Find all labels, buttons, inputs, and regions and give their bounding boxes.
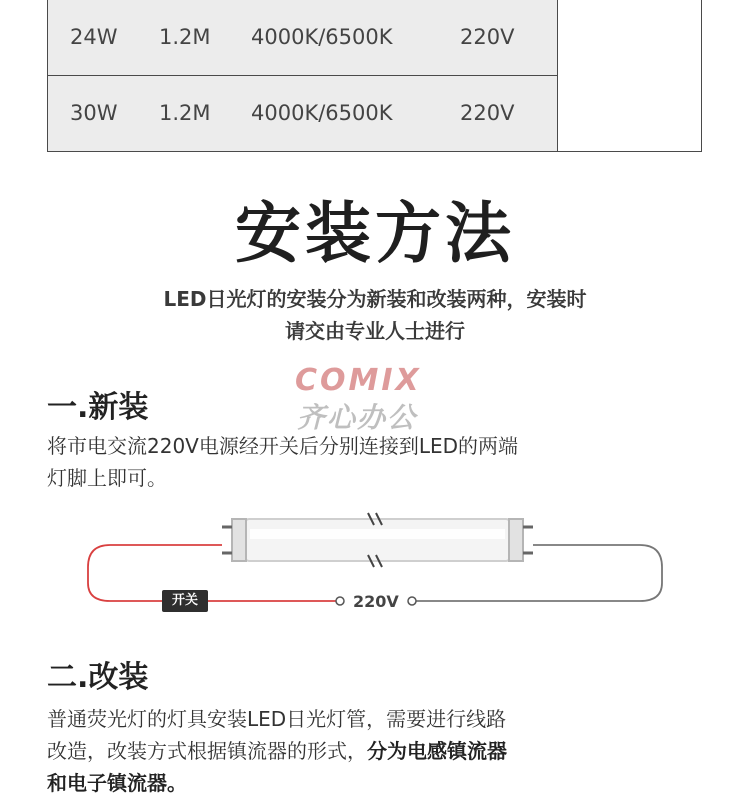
watermark-logo (295, 363, 465, 433)
section-new-line-2: 灯脚上即可。 (47, 466, 167, 490)
section-retrofit-text (47, 703, 667, 799)
section-new-heading: 一.新装 (47, 390, 149, 425)
watermark-subtitle: 齐心办公 (297, 401, 418, 434)
cell-power: 30W (70, 101, 118, 125)
section-retrofit-line-3 (47, 767, 667, 799)
intro-text (0, 283, 750, 347)
tube-end-cap-right (509, 519, 523, 561)
cell-color-temp: 4000K/6500K (251, 101, 393, 125)
section-retrofit-line-2 (47, 735, 667, 767)
retrofit-line-2-bold: 分为电感镇流器 (367, 739, 507, 763)
section-retrofit-heading: 二.改装 (47, 660, 149, 695)
cell-length: 1.2M (159, 25, 211, 49)
cell-voltage: 220V (460, 101, 515, 125)
voltage-label: 220V (353, 592, 399, 611)
intro-line-1: LED日光灯的安装分为新装和改装两种，安装时 (163, 287, 587, 311)
spec-table-rows (48, 0, 558, 151)
cell-power: 24W (70, 25, 118, 49)
page-title: 安装方法 (235, 195, 515, 272)
cell-length: 1.2M (159, 101, 211, 125)
terminal-left (336, 597, 344, 605)
retrofit-line-2-plain: 改造，改装方式根据镇流器的形式， (47, 739, 367, 763)
tube-inner-highlight (250, 529, 505, 539)
intro-line-2: 请交由专业人士进行 (285, 319, 465, 343)
retrofit-line-3-bold: 和电子镇流器。 (47, 771, 187, 795)
cell-voltage: 220V (460, 25, 515, 49)
table-row (48, 76, 557, 150)
section-retrofit-line-1: 普通荧光灯的灯具安装LED日光灯管，需要进行线路 (47, 707, 507, 731)
spec-table (47, 0, 702, 152)
switch-label: 开关 (162, 590, 208, 612)
watermark-brand: COMIX (295, 363, 422, 398)
terminal-right (408, 597, 416, 605)
section-new-text (47, 430, 667, 494)
table-row (48, 0, 557, 76)
led-tube (245, 519, 510, 561)
cell-color-temp: 4000K/6500K (251, 25, 393, 49)
tube-end-cap-left (232, 519, 246, 561)
section-new-line-1: 将市电交流220V电源经开关后分别连接到LED的两端 (47, 434, 519, 458)
